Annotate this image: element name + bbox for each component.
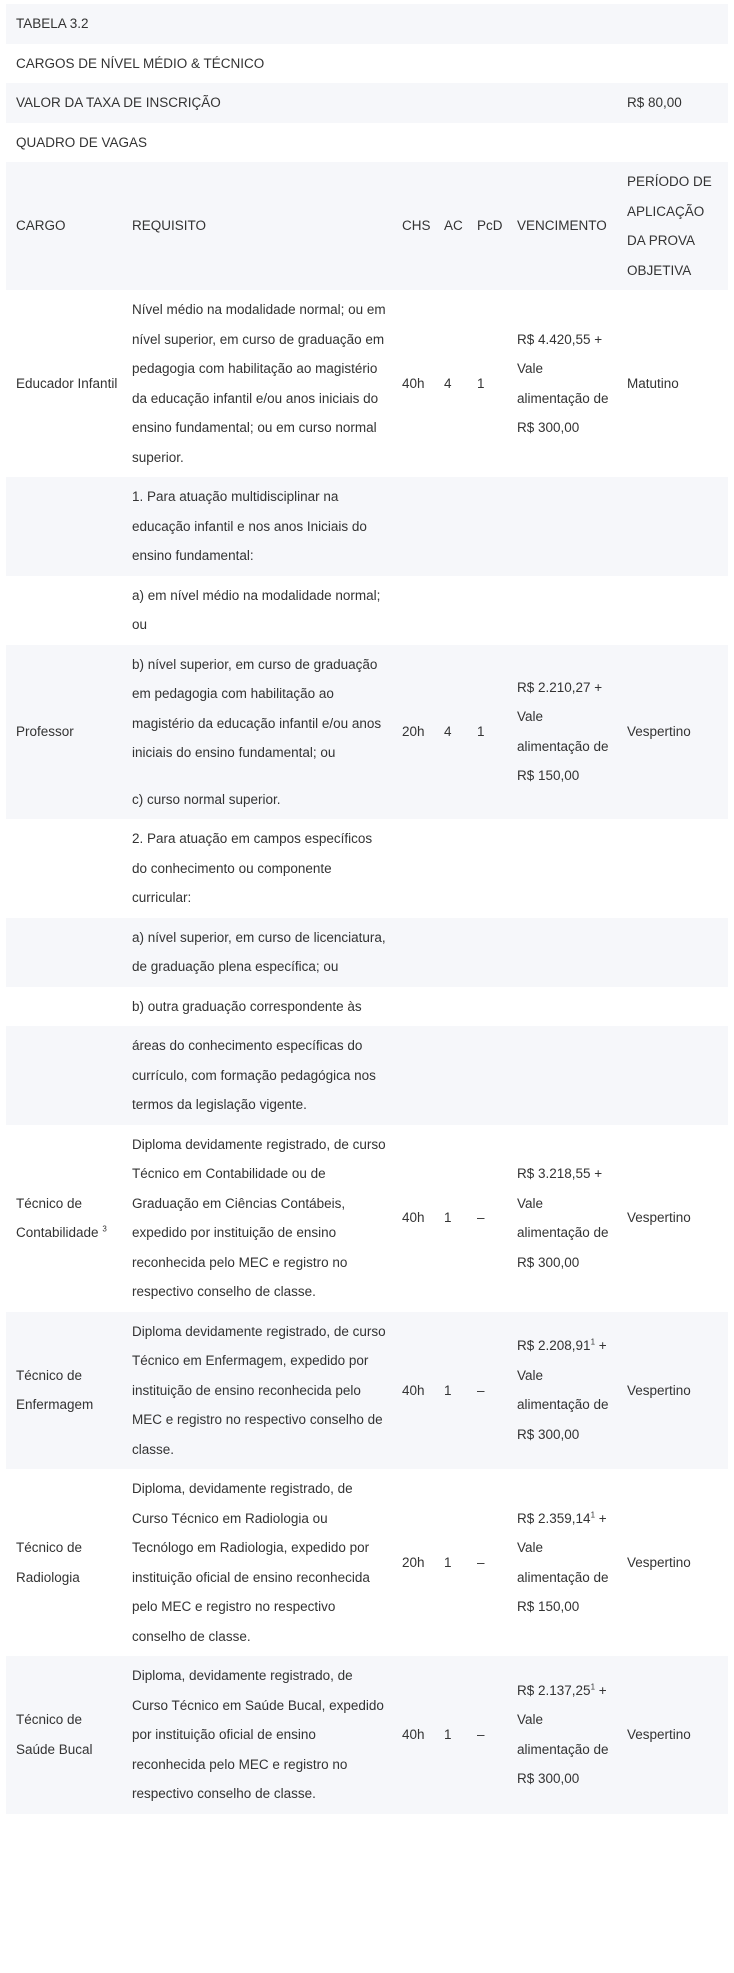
requisito-part: b) nível superior, em curso de graduação em pedagogia com habilitação ao magistério da educação infantil e/ou anos iniciais do ensino fundamental; ou: [132, 656, 382, 760]
cell-vencimento: R$ 2.208,91$^1$ + Vale alimentação de R$ 300,00: [507, 1312, 617, 1470]
column-header-ac: AC: [434, 162, 467, 290]
cell-periodo: Matutino: [617, 290, 728, 477]
cell-cargo: Educador Infantil: [6, 290, 122, 477]
cell-requisito: áreas do conhecimento específicas do currículo, com formação pedagógica nos termos da legislação vigente.: [122, 1026, 392, 1125]
cell-pcd: 1: [467, 645, 507, 820]
cell-vencimento: R$ 2.210,27 + Vale alimentação de R$ 150,00: [507, 645, 617, 820]
table-row: [6, 819, 728, 918]
fee-value: R$ 80,00: [617, 83, 728, 123]
cell-periodo: Vespertino: [617, 1656, 728, 1814]
cell-pcd: –: [467, 1656, 507, 1814]
fee-row: [6, 83, 728, 123]
cell-cargo: Técnico de Enfermagem: [6, 1312, 122, 1470]
table-row: [6, 1026, 728, 1125]
cell-requisito: a) nível superior, em curso de licenciatura, de graduação plena específica; ou: [122, 918, 392, 987]
column-header-pcd: PcD: [467, 162, 507, 290]
cell-pcd: –: [467, 1125, 507, 1312]
category-title: CARGOS DE NÍVEL MÉDIO & TÉCNICO: [6, 44, 728, 84]
cell-ac: 1: [434, 1125, 467, 1312]
cell-ac: 1: [434, 1312, 467, 1470]
table-label: TABELA 3.2: [6, 4, 728, 44]
cell-periodo: Vespertino: [617, 1312, 728, 1470]
requisito-part: c) curso normal superior.: [132, 791, 281, 807]
cell-vencimento: R$ 2.359,14$^1$ + Vale alimentação de R$ 150,00: [507, 1469, 617, 1656]
table-row: [6, 645, 728, 820]
cell-chs: 20h: [392, 1469, 434, 1656]
cell-pcd: –: [467, 1469, 507, 1656]
cell-vencimento: R$ 4.420,55 + Vale alimentação de R$ 300,00: [507, 290, 617, 477]
table-row: [6, 987, 728, 1027]
cell-vencimento: R$ 2.137,25$^1$ + Vale alimentação de R$ 300,00: [507, 1656, 617, 1814]
category-row: [6, 44, 728, 84]
cell-requisito: [122, 645, 392, 820]
footnote-marker: 1: [590, 1337, 596, 1347]
vacancy-table-container: [6, 0, 728, 1814]
footnote-marker: 3: [102, 1224, 107, 1234]
table-row: [6, 1469, 728, 1656]
vacancy-table: [6, 4, 728, 1814]
table-row: [6, 477, 728, 576]
cell-requisito: Nível médio na modalidade normal; ou em nível superior, em curso de graduação em pedagogia com habilitação ao magistério da educação infantil e/ou anos iniciais do ensino fundamental; ou em curso normal superior.: [122, 290, 392, 477]
column-header-row: [6, 162, 728, 290]
cell-requisito: Diploma devidamente registrado, de curso Técnico em Enfermagem, expedido por instituição de ensino reconhecida pelo MEC e registro no respectivo conselho de classe.: [122, 1312, 392, 1470]
cell-ac: 4: [434, 645, 467, 820]
cell-periodo: Vespertino: [617, 1469, 728, 1656]
cell-chs: 40h: [392, 1312, 434, 1470]
cell-ac: 1: [434, 1656, 467, 1814]
column-header-cargo: CARGO: [6, 162, 122, 290]
cell-requisito: 1. Para atuação multidisciplinar na educação infantil e nos anos Iniciais do ensino fundamental:: [122, 477, 392, 576]
cell-periodo: Vespertino: [617, 1125, 728, 1312]
cell-chs: 40h: [392, 290, 434, 477]
cell-chs: 40h: [392, 1656, 434, 1814]
cell-chs: 20h: [392, 645, 434, 820]
column-header-vencimento: VENCIMENTO: [507, 162, 617, 290]
vacancies-row: [6, 123, 728, 163]
table-row: [6, 1656, 728, 1814]
cell-requisito: Diploma, devidamente registrado, de Curso Técnico em Radiologia ou Tecnólogo em Radiologia, expedido por instituição oficial de ensino reconhecida pelo MEC e registro no respectivo conselho de classe.: [122, 1469, 392, 1656]
cell-cargo: Professor: [6, 645, 122, 820]
table-row: [6, 918, 728, 987]
cell-pcd: –: [467, 1312, 507, 1470]
table-row: [6, 1125, 728, 1312]
table-row: [6, 576, 728, 645]
column-header-requisito: REQUISITO: [122, 162, 392, 290]
cell-requisito: Diploma, devidamente registrado, de Curso Técnico em Saúde Bucal, expedido por instituição oficial de ensino reconhecida pelo MEC e registro no respectivo conselho de classe.: [122, 1656, 392, 1814]
cell-requisito: a) em nível médio na modalidade normal; ou: [122, 576, 392, 645]
column-header-chs: CHS: [392, 162, 434, 290]
cell-cargo: Técnico de Contabilidade $^3$: [6, 1125, 122, 1312]
cell-requisito: b) outra graduação correspondente às: [122, 987, 392, 1027]
cell-cargo: Técnico de Radiologia: [6, 1469, 122, 1656]
cell-vencimento: R$ 3.218,55 + Vale alimentação de R$ 300,00: [507, 1125, 617, 1312]
footnote-marker: 1: [590, 1682, 596, 1692]
cell-pcd: 1: [467, 290, 507, 477]
cell-chs: 40h: [392, 1125, 434, 1312]
fee-label: VALOR DA TAXA DE INSCRIÇÃO: [6, 83, 617, 123]
vacancies-title: QUADRO DE VAGAS: [6, 123, 728, 163]
column-header-periodo: PERÍODO DE APLICAÇÃO DA PROVA OBJETIVA: [617, 162, 728, 290]
cell-ac: 1: [434, 1469, 467, 1656]
cell-requisito: Diploma devidamente registrado, de curso Técnico em Contabilidade ou de Graduação em Ciências Contábeis, expedido por instituição de ensino reconhecida pelo MEC e registro no respectivo conselho de classe.: [122, 1125, 392, 1312]
table-row: [6, 290, 728, 477]
cell-ac: 4: [434, 290, 467, 477]
cell-requisito: 2. Para atuação em campos específicos do conhecimento ou componente curricular:: [122, 819, 392, 918]
cell-periodo: Vespertino: [617, 645, 728, 820]
table-label-row: [6, 4, 728, 44]
table-row: [6, 1312, 728, 1470]
footnote-marker: 1: [590, 1510, 596, 1519]
cell-cargo: Técnico de Saúde Bucal: [6, 1656, 122, 1814]
